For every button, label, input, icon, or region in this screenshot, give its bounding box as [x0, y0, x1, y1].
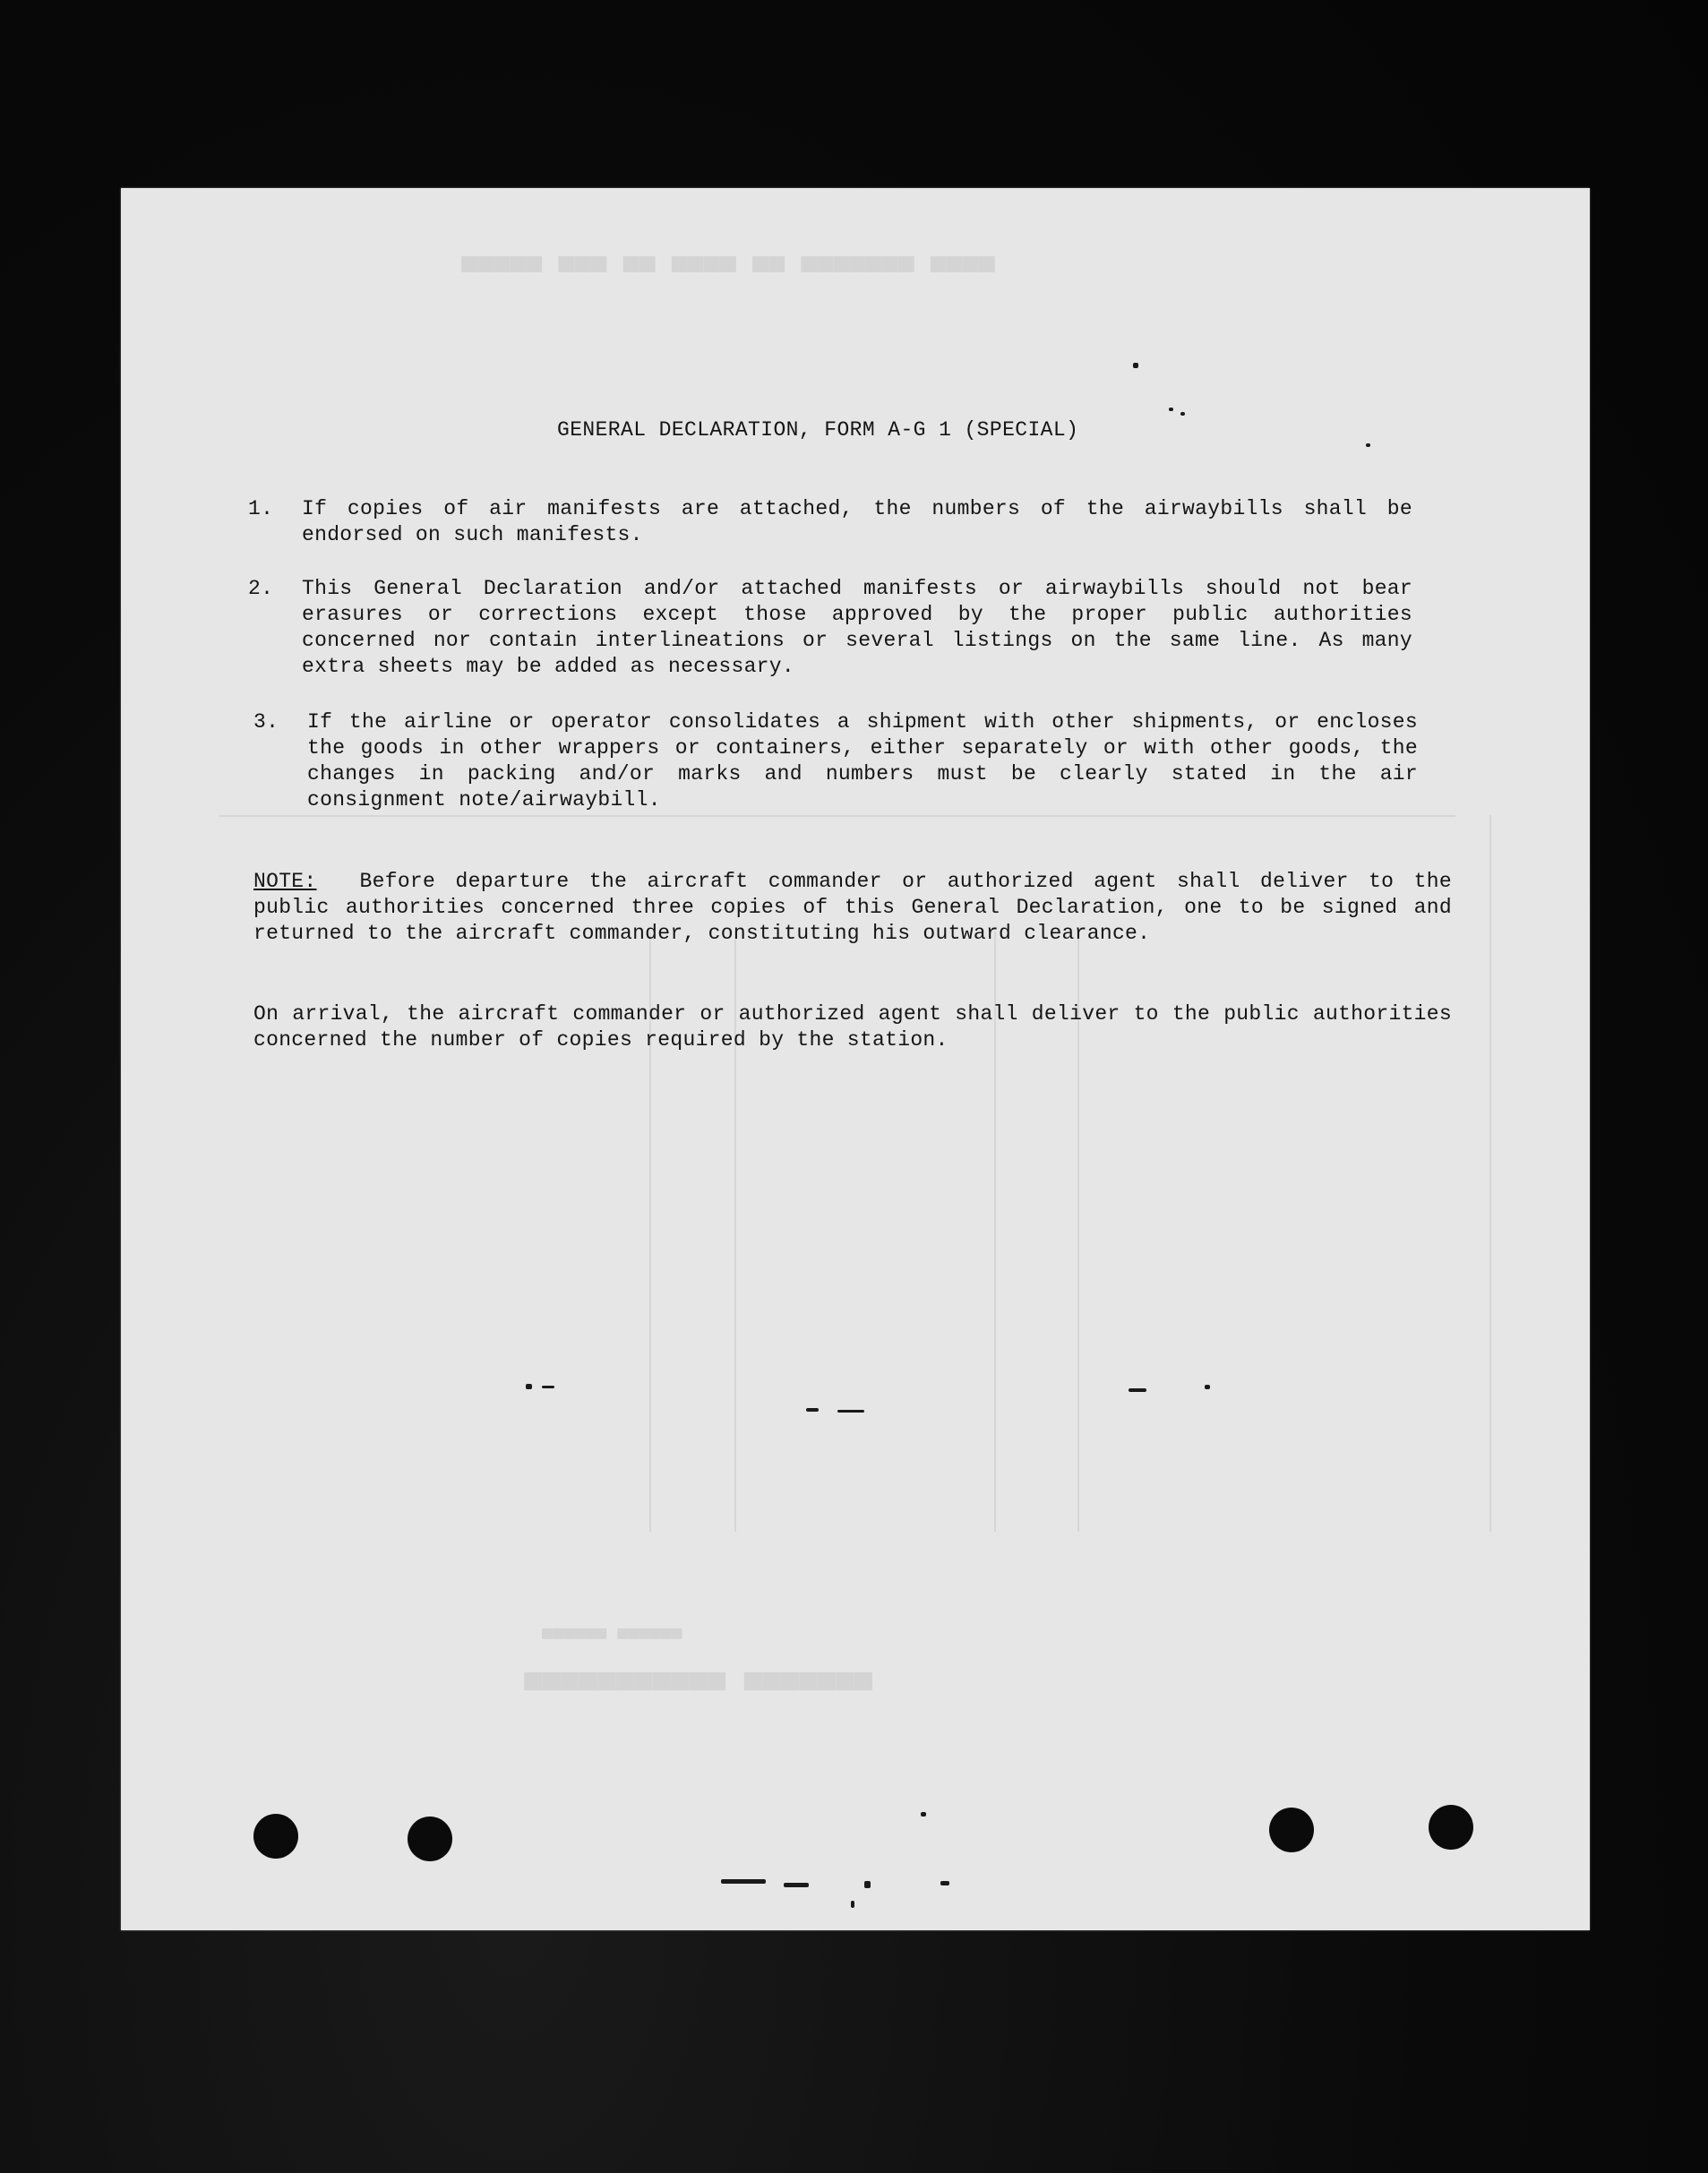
scan-speck [1169, 408, 1173, 411]
item-number: 1. [248, 497, 274, 520]
scan-speck [864, 1881, 871, 1888]
item-number: 3. [253, 710, 279, 734]
scan-speck [921, 1812, 926, 1817]
item-text: If copies of air manifests are attached, the numbers of the airwaybills shall be endorsed on such manifests. [302, 497, 1412, 546]
arrival-paragraph: On arrival, the aircraft commander or authorized agent shall deliver to the public authorities concerned the number of copies required by the station. [253, 1002, 1452, 1052]
scan-speck [784, 1883, 809, 1887]
scan-speck [851, 1901, 854, 1908]
punch-hole-right-1 [1269, 1808, 1314, 1852]
item-text: This General Declaration and/or attached manifests or airwaybills should not bear erasures or corrections except those approved by the proper public authorities concerned nor contain interlineations or several listings on the same line. As many extra sheets may be added as necessary. [302, 577, 1412, 678]
bleed-through-footer: ■■■■■■■ ■■■■■■■■■■■ [524, 1662, 872, 1697]
scan-speck [1366, 443, 1370, 447]
scan-speck [1133, 363, 1138, 368]
item-number: 2. [248, 577, 274, 600]
note-text: Before departure the aircraft commander or authorized agent shall deliver to the public authorities concerned three copies of this General Declaration, one to be signed and returned to the aircraft commander, constituting his outward clearance. [253, 870, 1452, 945]
scan-speck [806, 1408, 819, 1412]
scan-speck [1205, 1385, 1210, 1389]
bleed-through-rule [219, 815, 1455, 817]
scan-speck [542, 1386, 554, 1388]
document-sheet [121, 188, 1590, 1930]
punch-hole-left-2 [408, 1817, 452, 1861]
item-text: If the airline or operator consolidates a shipment with other shipments, or encloses the goods in other wrappers or containers, either separately or with other goods, the changes in packing and/or marks and numbers must be clearly stated in the air consignment note/airwaybill. [307, 710, 1418, 812]
scan-speck [526, 1384, 532, 1389]
bleed-through-heading: ■■■■ ■■■■■■■ ■■ ■■■■ ■■ ■■■ ■■■■■ [461, 247, 996, 279]
punch-hole-left-1 [253, 1814, 298, 1859]
bleed-through-footer-2: ■■■■■■ ■■■■■■ [542, 1621, 682, 1643]
punch-hole-right-2 [1429, 1805, 1473, 1850]
bleed-through-rule [1489, 815, 1491, 1532]
note-paragraph [253, 869, 1452, 947]
note-label: NOTE: [253, 870, 317, 893]
scan-speck [837, 1410, 864, 1413]
scan-speck [1180, 412, 1185, 416]
page-title: GENERAL DECLARATION, FORM A-G 1 (SPECIAL) [557, 418, 1079, 442]
scan-speck [1129, 1388, 1146, 1392]
scan-speck [940, 1881, 949, 1885]
scan-speck [721, 1879, 766, 1884]
